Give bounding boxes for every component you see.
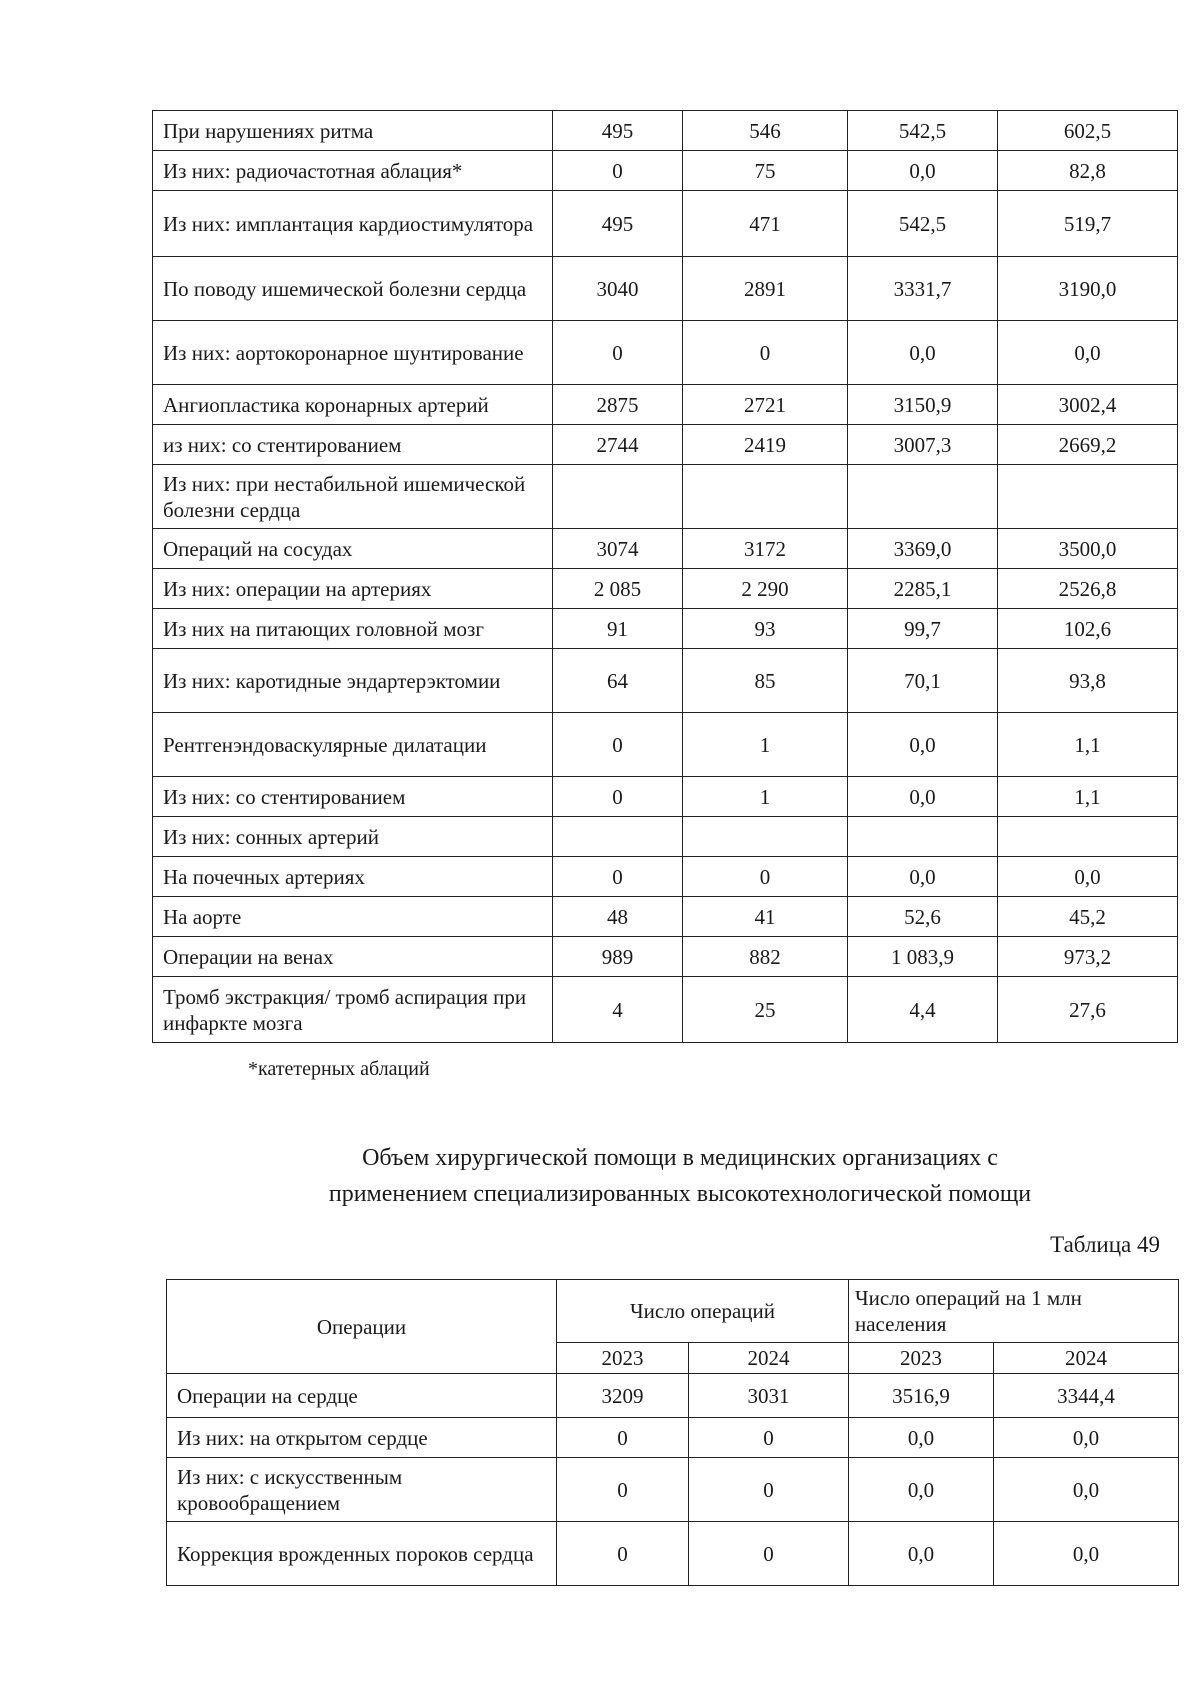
table-row	[153, 857, 1178, 897]
table-row	[153, 937, 1178, 977]
cell-count-2023: 0	[553, 151, 683, 191]
cell-per-million-2023: 0,0	[848, 321, 998, 385]
cell-count-2023: 495	[553, 191, 683, 257]
section-heading-line2: применением специализированных высокотехнологической помощи	[328, 1181, 1032, 1207]
cell-per-million-2024: 0,0	[994, 1458, 1179, 1522]
surgery-volume-table-continued	[152, 110, 1178, 1043]
cell-per-million-2024: 1,1	[998, 713, 1178, 777]
table2-body	[167, 1374, 1179, 1586]
cell-count-2024: 1	[683, 777, 848, 817]
table-row	[153, 817, 1178, 857]
table-row	[153, 191, 1178, 257]
cell-per-million-2023: 3007,3	[848, 425, 998, 465]
cell-per-million-2023: 542,5	[848, 111, 998, 151]
cell-count-2023	[553, 817, 683, 857]
row-label: Операции на сердце	[167, 1374, 557, 1418]
table-row	[153, 569, 1178, 609]
cell-per-million-2023: 99,7	[848, 609, 998, 649]
cell-per-million-2023: 1 083,9	[848, 937, 998, 977]
table-row	[153, 465, 1178, 529]
cell-count-2024: 0	[683, 857, 848, 897]
cell-count-2024: 93	[683, 609, 848, 649]
cell-count-2024: 0	[683, 321, 848, 385]
cell-count-2023: 2 085	[553, 569, 683, 609]
cell-count-2024: 41	[683, 897, 848, 937]
table-row	[167, 1458, 1179, 1522]
cell-count-2023: 3209	[557, 1374, 689, 1418]
table-row	[167, 1374, 1179, 1418]
row-label: Из них: при нестабильной ишемической болезни сердца	[153, 465, 553, 529]
table-row	[153, 713, 1178, 777]
cell-count-2024: 471	[683, 191, 848, 257]
row-label: Рентгенэндоваскулярные дилатации	[153, 713, 553, 777]
table-row	[153, 529, 1178, 569]
cell-per-million-2024: 602,5	[998, 111, 1178, 151]
cell-count-2023	[553, 465, 683, 529]
cell-per-million-2023: 0,0	[848, 151, 998, 191]
cell-count-2023: 0	[557, 1522, 689, 1586]
header-operations: Операции	[167, 1280, 557, 1374]
cell-per-million-2023: 3516,9	[849, 1374, 994, 1418]
cell-per-million-2024: 3190,0	[998, 257, 1178, 321]
cell-per-million-2024: 27,6	[998, 977, 1178, 1043]
table-row	[153, 385, 1178, 425]
row-label: из них: со стентированием	[153, 425, 553, 465]
cell-count-2024: 1	[683, 713, 848, 777]
cell-per-million-2023: 70,1	[848, 649, 998, 713]
cell-count-2023: 0	[553, 777, 683, 817]
row-label: Операции на венах	[153, 937, 553, 977]
row-label: Коррекция врожденных пороков сердца	[167, 1522, 557, 1586]
cell-count-2024: 3031	[689, 1374, 849, 1418]
cell-per-million-2023	[848, 817, 998, 857]
cell-count-2024: 85	[683, 649, 848, 713]
cell-per-million-2024: 0,0	[994, 1522, 1179, 1586]
cell-per-million-2023: 52,6	[848, 897, 998, 937]
row-label: Из них: аортокоронарное шунтирование	[153, 321, 553, 385]
cell-per-million-2024: 2526,8	[998, 569, 1178, 609]
table-row	[153, 777, 1178, 817]
cell-count-2023: 3040	[553, 257, 683, 321]
cell-per-million-2024: 519,7	[998, 191, 1178, 257]
table-caption: Таблица 49	[1050, 1232, 1160, 1257]
cell-count-2024: 25	[683, 977, 848, 1043]
cell-count-2024: 0	[689, 1418, 849, 1458]
row-label: По поводу ишемической болезни сердца	[153, 257, 553, 321]
cell-count-2023: 3074	[553, 529, 683, 569]
cell-count-2024: 75	[683, 151, 848, 191]
cell-per-million-2024: 45,2	[998, 897, 1178, 937]
table-row	[153, 257, 1178, 321]
cell-per-million-2023: 3331,7	[848, 257, 998, 321]
cell-count-2023: 0	[553, 321, 683, 385]
cell-count-2023: 2744	[553, 425, 683, 465]
cell-per-million-2024: 0,0	[998, 857, 1178, 897]
cell-count-2023: 0	[557, 1458, 689, 1522]
header-year-2024-count: 2024	[689, 1343, 849, 1374]
cell-per-million-2023: 4,4	[848, 977, 998, 1043]
cell-per-million-2024: 1,1	[998, 777, 1178, 817]
table2-header-row-1	[167, 1280, 1179, 1343]
row-label: Из них: сонных артерий	[153, 817, 553, 857]
cell-count-2024: 2419	[683, 425, 848, 465]
table-row	[153, 425, 1178, 465]
cell-per-million-2024: 82,8	[998, 151, 1178, 191]
cell-count-2023: 0	[553, 713, 683, 777]
cell-per-million-2023: 0,0	[849, 1418, 994, 1458]
table-row	[153, 321, 1178, 385]
cell-per-million-2024: 0,0	[994, 1418, 1179, 1458]
row-label: Операций на сосудах	[153, 529, 553, 569]
cell-per-million-2023: 0,0	[849, 1458, 994, 1522]
table1-body	[153, 111, 1178, 1043]
cell-per-million-2023: 3369,0	[848, 529, 998, 569]
cell-count-2023: 91	[553, 609, 683, 649]
cell-count-2023: 4	[553, 977, 683, 1043]
row-label: Из них: радиочастотная аблация*	[153, 151, 553, 191]
cell-count-2023: 0	[557, 1418, 689, 1458]
cell-per-million-2023: 3150,9	[848, 385, 998, 425]
cell-count-2023: 48	[553, 897, 683, 937]
cell-per-million-2024: 3002,4	[998, 385, 1178, 425]
row-label: Тромб экстракция/ тромб аспирация при инфаркте мозга	[153, 977, 553, 1043]
row-label: Из них на питающих головной мозг	[153, 609, 553, 649]
cell-per-million-2024: 2669,2	[998, 425, 1178, 465]
table-row	[153, 609, 1178, 649]
cell-per-million-2023	[848, 465, 998, 529]
cell-count-2024: 3172	[683, 529, 848, 569]
row-label: Из них: операции на артериях	[153, 569, 553, 609]
cell-per-million-2024: 973,2	[998, 937, 1178, 977]
row-label: Из них: с искусственным кровообращением	[167, 1458, 557, 1522]
cell-per-million-2024	[998, 465, 1178, 529]
cell-per-million-2023: 0,0	[849, 1522, 994, 1586]
row-label: Из них: каротидные эндартерэктомии	[153, 649, 553, 713]
table-row	[167, 1522, 1179, 1586]
cell-per-million-2024: 93,8	[998, 649, 1178, 713]
header-per-million: Число операций на 1 млн населения	[849, 1280, 1179, 1343]
cell-count-2023: 0	[553, 857, 683, 897]
cell-per-million-2024: 3500,0	[998, 529, 1178, 569]
cell-per-million-2023: 0,0	[848, 713, 998, 777]
row-label: Из них: имплантация кардиостимулятора	[153, 191, 553, 257]
cell-count-2024	[683, 465, 848, 529]
table-row	[153, 649, 1178, 713]
header-year-2023-count: 2023	[557, 1343, 689, 1374]
cell-count-2023: 989	[553, 937, 683, 977]
cell-count-2024: 882	[683, 937, 848, 977]
section-heading	[260, 1140, 1100, 1212]
header-year-2023-per-million: 2023	[849, 1343, 994, 1374]
cell-count-2024	[683, 817, 848, 857]
row-label: На аорте	[153, 897, 553, 937]
table-row	[153, 897, 1178, 937]
cell-per-million-2024	[998, 817, 1178, 857]
table-row	[167, 1418, 1179, 1458]
cell-count-2024: 2721	[683, 385, 848, 425]
cell-count-2023: 64	[553, 649, 683, 713]
cell-count-2023: 2875	[553, 385, 683, 425]
table-row	[153, 111, 1178, 151]
row-label: Из них: на открытом сердце	[167, 1418, 557, 1458]
cell-count-2024: 2891	[683, 257, 848, 321]
high-tech-surgery-table	[166, 1279, 1179, 1586]
cell-count-2024: 546	[683, 111, 848, 151]
section-heading-line1: Объем хирургической помощи в медицинских организациях с	[362, 1145, 998, 1171]
table-row	[153, 977, 1178, 1043]
cell-per-million-2023: 542,5	[848, 191, 998, 257]
cell-count-2024: 0	[689, 1458, 849, 1522]
footnote: *катетерных аблаций	[248, 1058, 430, 1080]
header-year-2024-per-million: 2024	[994, 1343, 1179, 1374]
row-label: При нарушениях ритма	[153, 111, 553, 151]
row-label: Ангиопластика коронарных артерий	[153, 385, 553, 425]
cell-count-2023: 495	[553, 111, 683, 151]
row-label: Из них: со стентированием	[153, 777, 553, 817]
row-label: На почечных артериях	[153, 857, 553, 897]
table-row	[153, 151, 1178, 191]
cell-per-million-2023: 0,0	[848, 857, 998, 897]
cell-per-million-2023: 0,0	[848, 777, 998, 817]
cell-per-million-2023: 2285,1	[848, 569, 998, 609]
header-count: Число операций	[557, 1280, 849, 1343]
cell-per-million-2024: 3344,4	[994, 1374, 1179, 1418]
cell-per-million-2024: 102,6	[998, 609, 1178, 649]
cell-per-million-2024: 0,0	[998, 321, 1178, 385]
cell-count-2024: 2 290	[683, 569, 848, 609]
cell-count-2024: 0	[689, 1522, 849, 1586]
